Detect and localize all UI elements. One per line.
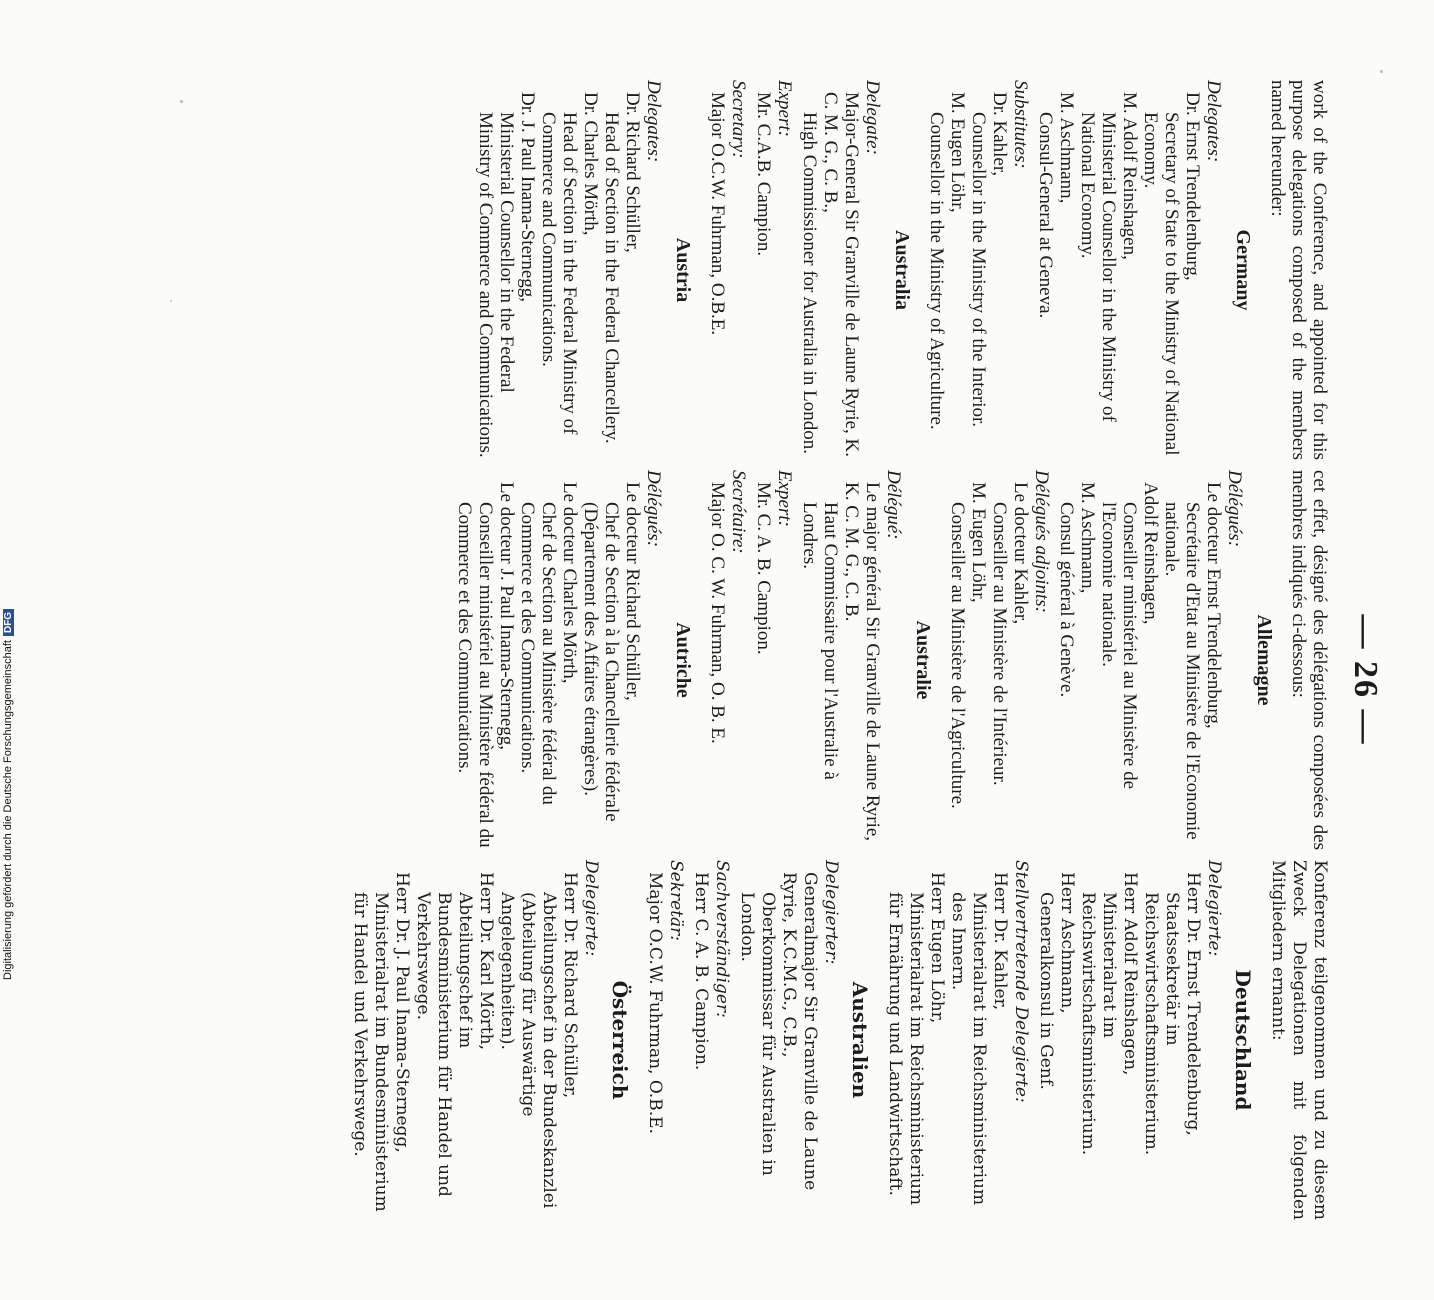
english-intro: work of the Conference, and appointed for this purpose delegations composed of the members named hereunder: [1267, 80, 1330, 460]
role-label: Stellvertretende Delegierte: [1011, 860, 1031, 1103]
delegate-name: Dr. Kahler, [989, 92, 1010, 177]
role-label: Délégués: [1224, 470, 1245, 548]
delegate-title: Staatssekretär im Reichswirtschaftsministerium. [1141, 892, 1182, 1156]
role-label: Délégué: [883, 470, 904, 540]
country-heading: Australia [891, 230, 913, 310]
delegate-title: Counsellor in the Ministry of Agriculture. [926, 112, 947, 430]
delegate-title: Conseiller ministériel au Ministère de l'Economie nationale. [1098, 502, 1140, 790]
french-sections [454, 470, 1274, 850]
delegate-name: Dr. Richard Schüller, [622, 92, 643, 253]
german-sections [349, 860, 1253, 1220]
role-label: Delegierter: [821, 860, 841, 965]
role-label: Delegates: [1203, 80, 1224, 163]
delegate-name: M. Adolf Reinshagen, [1119, 92, 1140, 260]
delegate-name: Herr Dr. Ernst Trendelenburg, [1183, 872, 1203, 1136]
role-label: Delegierte: [581, 860, 601, 957]
delegate-title: Ministerial Counsellor in the Ministry of National Economy. [1077, 112, 1119, 422]
delegate-name: Herr Dr. Richard Schüller, [560, 872, 580, 1099]
delegate-title: Ministerialrat im Bundesministerium für Handel und Verkehrswege. [350, 892, 391, 1212]
french-column [454, 470, 1330, 850]
delegate-name: M. Aschmann, [1077, 482, 1098, 594]
german-intro: Konferenz teilgenommen und zu diesem Zweck Delegationen mit folgenden Mitgliedern ernannt: [1268, 860, 1330, 1220]
delegate-name: Major O.C.W. Fuhrman, O.B.E. [645, 872, 665, 1134]
delegate-title: Head of Section in the Federal Chancellery. [601, 112, 622, 444]
delegate-name: Major-General Sir Granville de Laune Ryrie, K. C. M. G., C. B., [820, 92, 862, 458]
country-heading: Österreich [608, 980, 632, 1100]
delegate-name: Le docteur J. Paul Inama-Sternegg, [496, 482, 517, 751]
role-label: Délégués: [643, 470, 664, 548]
delegate-title: Chef de Section au Ministère fédéral du Commerce et des Communications. [517, 502, 559, 805]
role-label: Secretary: [728, 80, 749, 159]
delegate-title: High Commissioner for Australia in London. [799, 112, 820, 454]
delegate-name: Dr. J. Paul Inama-Sternegg, [517, 92, 538, 303]
digitization-credit [2, 580, 18, 980]
delegate-name: Dr. Charles Mörth, [580, 92, 601, 236]
delegate-name: Herr Eugen Löhr, [927, 872, 947, 1024]
delegate-name: Le major général Sir Granville de Laune Ryrie, K. C. M. G., C. B. [841, 482, 883, 842]
delegate-title: Conseiller ministériel au Ministère fédéral du Commerce et des Communications. [454, 502, 496, 848]
delegate-title: Oberkommissar für Australien in London. [737, 892, 778, 1176]
delegate-title: Abteilungschef in der Bundeskanzlei (Abteilung für Auswärtige Angelegenheiten). [497, 892, 559, 1209]
delegate-title: Ministerialrat im Reichsministerium des Innern. [948, 892, 989, 1206]
delegate-title: Ministerialrat im Reichswirtschaftsministerium. [1078, 892, 1119, 1156]
delegate-title: Haut Commissaire pour l'Australie à Londres. [799, 502, 841, 780]
german-column [349, 860, 1330, 1220]
role-label: Delegierte: [1204, 860, 1224, 957]
page-number: — 26 — [1347, 614, 1384, 746]
country-heading: Autriche [672, 622, 694, 698]
delegate-title: Head of Section in the Federal Ministry of Commerce and Communications. [538, 112, 580, 435]
delegate-name: Mr. C.A.B. Campion. [753, 92, 774, 257]
role-label: Sekretär: [666, 860, 686, 942]
delegate-title: Consul-General at Geneva. [1035, 112, 1056, 319]
delegate-title: Secretary of State to the Ministry of National Economy. [1140, 112, 1182, 456]
delegate-title: Ministerialrat im Reichsministerium für Ernährung und Landwirtschaft. [885, 892, 926, 1206]
credit-text: Digitalisierung gefördert durch die Deutsche Forschungsgemeinschaft [2, 640, 14, 980]
delegate-name: Major O.C.W. Fuhrman, O.B.E. [707, 92, 728, 336]
delegate-title: Chef de Section à la Chancellerie fédérale (Département des Affaires étrangères). [580, 502, 622, 822]
delegate-name: M. Eugen Löhr, [947, 92, 968, 213]
country-heading: Australien [848, 981, 872, 1099]
scan-speck [1380, 70, 1383, 73]
delegate-name: Herr Dr. J. Paul Inama-Sternegg, [392, 872, 412, 1153]
country-heading: Germany [1232, 229, 1254, 311]
role-label: Delegates: [643, 80, 664, 163]
delegate-name: Le docteur Ernst Trendelenburg, [1203, 482, 1224, 729]
scan-speck [170, 300, 172, 302]
delegate-name: Herr Adolf Reinshagen, [1120, 872, 1140, 1076]
delegate-title: Conseiller au Ministère de l'Intérieur. [989, 502, 1010, 786]
delegate-name: Herr Dr. Karl Mörth, [476, 872, 496, 1050]
delegate-title: Counsellor in the Ministry of the Interior. [968, 112, 989, 428]
delegate-name: Herr Aschmann, [1057, 872, 1077, 1014]
dfg-logo: DFG [3, 609, 14, 636]
delegate-title: Conseiller au Ministère de l'Agriculture. [947, 502, 968, 809]
document-page [350, 60, 1390, 1300]
role-label: Secrétaire: [728, 470, 749, 554]
delegate-name: Le docteur Charles Mörth, [559, 482, 580, 684]
country-heading: Austria [672, 237, 694, 303]
delegate-name: M. Eugen Löhr, [968, 482, 989, 603]
delegate-name: Dr. Ernst Trendelenburg, [1182, 92, 1203, 281]
delegate-title: Secrétaire d'Etat au Ministère de l'Economie nationale. [1161, 502, 1203, 840]
country-heading: Deutschland [1231, 969, 1255, 1111]
role-label: Expert: [774, 470, 795, 527]
role-label: Substitutes: [1010, 80, 1031, 169]
role-label: Sachverständiger: [712, 860, 732, 1018]
country-heading: Australie [912, 620, 934, 700]
delegate-name: Herr C. A. B. Campion. [691, 872, 711, 1071]
role-label: Delegate: [862, 80, 883, 155]
delegate-name: Herr Dr. Kahler, [990, 872, 1010, 1011]
scan-speck [180, 100, 183, 103]
delegate-name: Generalmajor Sir Granville de Laune Ryrie, K.C.M.G., C.B., [779, 872, 820, 1191]
delegate-name: Le docteur Richard Schüller, [622, 482, 643, 701]
role-label: Délégués adjoints: [1031, 470, 1052, 614]
delegate-title: Generalkonsul in Genf. [1036, 892, 1056, 1090]
delegate-title: Consul général à Genève. [1056, 502, 1077, 698]
english-column [475, 80, 1330, 460]
french-intro: cet effet, désigné des délégations composées des membres indiqués ci-dessous: [1288, 470, 1330, 850]
delegate-name: Mr. C. A. B. Campion. [753, 482, 774, 655]
delegate-name: Major O. C. W. Fuhrman, O. B. E. [707, 482, 728, 744]
delegate-name: M. Aschmann, [1056, 92, 1077, 204]
delegate-name: Le docteur Kahler, [1010, 482, 1031, 625]
delegate-name: Adolf Reinshagen, [1140, 482, 1161, 625]
role-label: Expert: [774, 80, 795, 137]
english-sections [475, 80, 1253, 460]
delegate-title: Abteilungschef im Bundesministerium für Handel und Verkehrswege. [413, 892, 475, 1197]
country-heading: Allemagne [1253, 614, 1275, 706]
delegate-title: Ministerial Counsellor in the Federal Ministry of Commerce and Communications. [475, 112, 517, 458]
